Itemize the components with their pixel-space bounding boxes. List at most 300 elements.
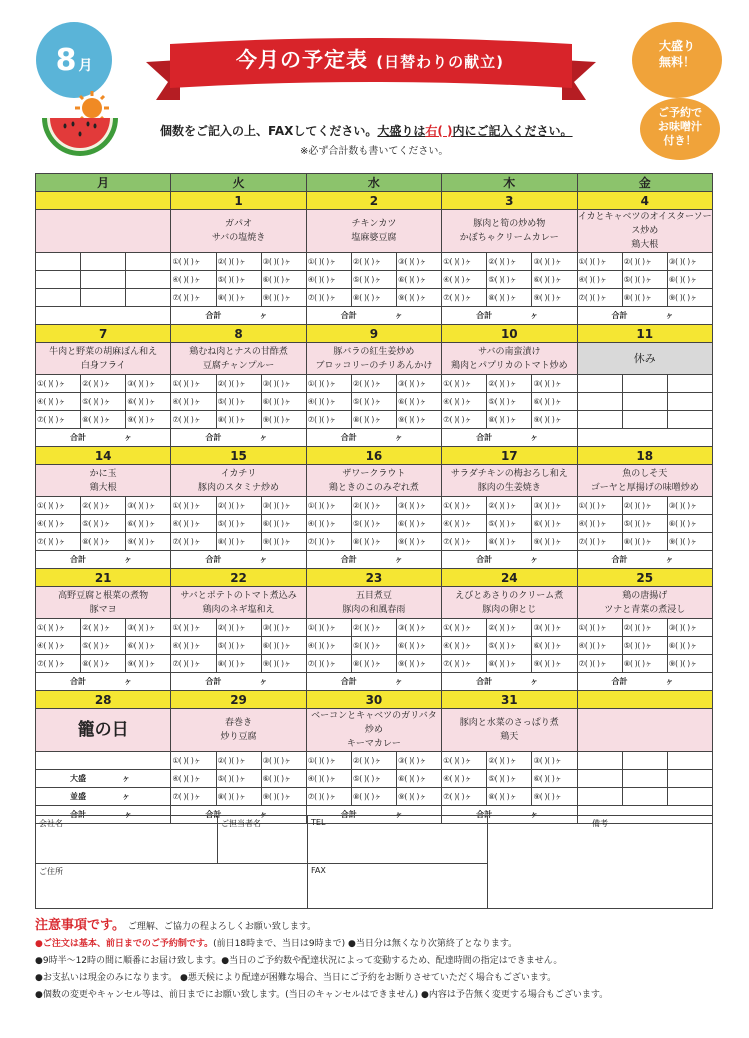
address-label: ご住所 xyxy=(39,867,63,876)
order-entry-field[interactable]: ④( )( )ヶ xyxy=(306,393,351,411)
total-field[interactable]: 合計 ヶ xyxy=(171,806,306,824)
order-entry-field[interactable]: ⑨( )( )ヶ xyxy=(667,289,712,307)
order-entry-field[interactable]: ⑨( )( )ヶ xyxy=(261,533,306,551)
order-entry-field[interactable]: ⑥( )( )ヶ xyxy=(126,393,171,411)
total-field[interactable]: 合計 ヶ xyxy=(36,806,171,824)
order-entry-field[interactable]: ②( )( )ヶ xyxy=(351,375,396,393)
total-field[interactable]: 合計 ヶ xyxy=(306,551,441,569)
order-entry-field[interactable]: ⑥( )( )ヶ xyxy=(397,393,442,411)
order-entry-field[interactable]: ⑨( )( )ヶ xyxy=(667,533,712,551)
order-entry-field[interactable]: ①( )( )ヶ xyxy=(442,253,487,271)
order-entry-field[interactable]: ⑥( )( )ヶ xyxy=(532,515,577,533)
order-entry-field[interactable]: ②( )( )ヶ xyxy=(351,253,396,271)
order-entry-field[interactable]: ⑥( )( )ヶ xyxy=(532,637,577,655)
order-entry-field[interactable]: ②( )( )ヶ xyxy=(487,375,532,393)
date-cell: 1 xyxy=(171,192,306,210)
order-entry-field[interactable]: ④( )( )ヶ xyxy=(442,770,487,788)
order-entry-field[interactable]: ⑥( )( )ヶ xyxy=(667,515,712,533)
order-entry-field[interactable]: ⑥( )( )ヶ xyxy=(667,271,712,289)
total-field[interactable]: 合計 ヶ xyxy=(306,806,441,824)
order-entry-field[interactable]: ⑥( )( )ヶ xyxy=(397,770,442,788)
instructions-note: ※必ず合計数も書いてください。 xyxy=(300,146,449,157)
weekday-header: 金 xyxy=(577,174,713,192)
order-entry-field[interactable]: ⑦( )( )ヶ xyxy=(171,289,216,307)
order-entry-field[interactable]: ③( )( )ヶ xyxy=(397,619,442,637)
order-entry-field[interactable]: ③( )( )ヶ xyxy=(261,253,306,271)
tel-field[interactable] xyxy=(308,816,488,864)
order-entry-field[interactable]: ⑧( )( )ヶ xyxy=(351,289,396,307)
order-entry-field[interactable]: ⑤( )( )ヶ xyxy=(351,393,396,411)
order-entry-field[interactable]: ⑨( )( )ヶ xyxy=(667,655,712,673)
fax-label: FAX xyxy=(311,866,326,875)
order-entry-field[interactable]: ③( )( )ヶ xyxy=(397,375,442,393)
order-entry-field[interactable]: ②( )( )ヶ xyxy=(216,619,261,637)
menu-cell: 籠の日 xyxy=(36,709,171,752)
weekday-header: 水 xyxy=(306,174,441,192)
blank-cell xyxy=(81,271,126,289)
weekday-header: 木 xyxy=(442,174,577,192)
order-entry-field[interactable]: ①( )( )ヶ xyxy=(306,253,351,271)
blank-cell xyxy=(577,429,713,447)
order-entry-field[interactable]: ⑧( )( )ヶ xyxy=(351,411,396,429)
total-field[interactable]: 合計 ヶ xyxy=(442,551,577,569)
order-entry-field[interactable]: ②( )( )ヶ xyxy=(487,497,532,515)
total-field[interactable]: 合計 ヶ xyxy=(577,673,713,691)
blank-cell xyxy=(36,752,171,770)
order-entry-field[interactable]: ⑤( )( )ヶ xyxy=(622,515,667,533)
normal-order-field[interactable]: 並盛 ヶ xyxy=(36,788,171,806)
order-entry-field[interactable]: ⑤( )( )ヶ xyxy=(351,770,396,788)
order-entry-field[interactable]: ④( )( )ヶ xyxy=(171,393,216,411)
notes-l3: ●お支払いは現金のみになります。 ●悪天候により配達が困難な場合、当日にご予約をお断りさせていただく場合もございます。 xyxy=(35,973,557,983)
total-field[interactable]: 合計 ヶ xyxy=(36,551,171,569)
order-entry-field[interactable]: ⑨( )( )ヶ xyxy=(532,788,577,806)
instr-c: 右( ) xyxy=(425,124,453,138)
order-entry-field[interactable]: ④( )( )ヶ xyxy=(442,637,487,655)
order-entry-field[interactable]: ①( )( )ヶ xyxy=(442,375,487,393)
order-entry-field[interactable]: ⑨( )( )ヶ xyxy=(532,655,577,673)
order-entry-field[interactable]: ⑤( )( )ヶ xyxy=(351,637,396,655)
order-entry-field[interactable]: ⑧( )( )ヶ xyxy=(351,788,396,806)
order-entry-field[interactable]: ②( )( )ヶ xyxy=(487,253,532,271)
order-entry-field[interactable]: ②( )( )ヶ xyxy=(487,752,532,770)
menu-cell: 春巻き 炒り豆腐 xyxy=(171,709,306,752)
order-entry-field[interactable]: ④( )( )ヶ xyxy=(171,637,216,655)
order-entry-field[interactable]: ⑨( )( )ヶ xyxy=(532,411,577,429)
order-entry-field[interactable]: ⑤( )( )ヶ xyxy=(216,515,261,533)
blank-cell xyxy=(667,770,712,788)
order-entry-field[interactable]: ④( )( )ヶ xyxy=(36,637,81,655)
order-entry-field[interactable]: ⑤( )( )ヶ xyxy=(622,637,667,655)
order-entry-field[interactable]: ⑥( )( )ヶ xyxy=(397,271,442,289)
order-entry-field[interactable]: ④( )( )ヶ xyxy=(442,271,487,289)
order-entry-field[interactable]: ⑨( )( )ヶ xyxy=(397,289,442,307)
order-entry-field[interactable]: ④( )( )ヶ xyxy=(306,271,351,289)
blank-cell xyxy=(126,253,171,271)
title-sub: (日替わりの献立) xyxy=(376,53,505,71)
badge2-line3: 付き！ xyxy=(663,134,697,147)
order-entry-field[interactable]: ⑦( )( )ヶ xyxy=(577,533,622,551)
order-entry-field[interactable]: ⑧( )( )ヶ xyxy=(487,411,532,429)
menu-cell: 豚バラの紅生姜炒め ブロッコリーのチリあんかけ xyxy=(306,343,441,375)
order-entry-field[interactable]: ④( )( )ヶ xyxy=(36,393,81,411)
notes-l4: ●個数の変更やキャンセル等は、前日までにお願い致します。(当日のキャンセルはできません) ●内容は予告無く変更する場合もございます。 xyxy=(35,990,609,1000)
order-entry-field[interactable]: ④( )( )ヶ xyxy=(442,393,487,411)
order-entry-field[interactable]: ③( )( )ヶ xyxy=(397,253,442,271)
total-field[interactable]: 合計 ヶ xyxy=(442,429,577,447)
blank-cell xyxy=(577,375,622,393)
remarks-field[interactable] xyxy=(488,816,712,908)
order-entry-field[interactable]: ⑤( )( )ヶ xyxy=(81,393,126,411)
blank-cell xyxy=(126,271,171,289)
order-entry-field[interactable]: ⑦( )( )ヶ xyxy=(171,533,216,551)
date-cell: 14 xyxy=(36,447,171,465)
order-entry-field[interactable]: ⑤( )( )ヶ xyxy=(81,515,126,533)
order-entry-field[interactable]: ⑥( )( )ヶ xyxy=(261,770,306,788)
order-entry-field[interactable]: ⑦( )( )ヶ xyxy=(442,289,487,307)
order-entry-field[interactable]: ⑤( )( )ヶ xyxy=(487,637,532,655)
blank-cell xyxy=(81,289,126,307)
order-entry-field[interactable]: ⑦( )( )ヶ xyxy=(442,788,487,806)
menu-cell: 五目煮豆 豚肉の和風春雨 xyxy=(306,587,441,619)
order-entry-field[interactable]: ③( )( )ヶ xyxy=(532,497,577,515)
order-entry-field[interactable]: ⑧( )( )ヶ xyxy=(487,655,532,673)
blank-cell xyxy=(577,770,622,788)
order-entry-field[interactable]: ⑦( )( )ヶ xyxy=(577,289,622,307)
order-entry-field[interactable]: ⑤( )( )ヶ xyxy=(487,393,532,411)
order-entry-field[interactable]: ⑦( )( )ヶ xyxy=(36,533,81,551)
order-entry-field[interactable]: ⑤( )( )ヶ xyxy=(351,515,396,533)
order-entry-field[interactable]: ⑦( )( )ヶ xyxy=(306,655,351,673)
order-entry-field[interactable]: ⑦( )( )ヶ xyxy=(306,788,351,806)
order-entry-field[interactable]: ④( )( )ヶ xyxy=(306,515,351,533)
order-entry-field[interactable]: ④( )( )ヶ xyxy=(171,770,216,788)
person-field[interactable] xyxy=(218,816,308,864)
menu-cell: 豚肉と筍の炒め物 かぼちゃクリームカレー xyxy=(442,210,577,253)
order-entry-field[interactable]: ①( )( )ヶ xyxy=(442,619,487,637)
order-entry-field[interactable]: ⑧( )( )ヶ xyxy=(622,289,667,307)
blank-cell xyxy=(622,752,667,770)
order-entry-field[interactable]: ①( )( )ヶ xyxy=(306,619,351,637)
order-entry-field[interactable]: ③( )( )ヶ xyxy=(397,497,442,515)
order-entry-field[interactable]: ①( )( )ヶ xyxy=(442,752,487,770)
order-entry-field[interactable]: ②( )( )ヶ xyxy=(216,752,261,770)
order-entry-field[interactable]: ⑦( )( )ヶ xyxy=(171,411,216,429)
order-entry-field[interactable]: ②( )( )ヶ xyxy=(216,497,261,515)
order-entry-field[interactable]: ⑧( )( )ヶ xyxy=(216,788,261,806)
order-entry-field[interactable]: ②( )( )ヶ xyxy=(622,497,667,515)
date-cell xyxy=(577,691,713,709)
date-cell: 4 xyxy=(577,192,713,210)
order-entry-field[interactable]: ⑥( )( )ヶ xyxy=(126,637,171,655)
order-entry-field[interactable]: ①( )( )ヶ xyxy=(36,619,81,637)
order-entry-field[interactable]: ③( )( )ヶ xyxy=(261,752,306,770)
order-entry-field[interactable]: ①( )( )ヶ xyxy=(306,375,351,393)
order-entry-field[interactable]: ④( )( )ヶ xyxy=(577,637,622,655)
order-entry-field[interactable]: ④( )( )ヶ xyxy=(36,515,81,533)
order-entry-field[interactable]: ⑧( )( )ヶ xyxy=(81,411,126,429)
order-entry-field[interactable]: ②( )( )ヶ xyxy=(351,752,396,770)
total-field[interactable]: 合計 ヶ xyxy=(442,307,577,325)
menu-cell xyxy=(36,210,171,253)
order-entry-field[interactable]: ①( )( )ヶ xyxy=(306,752,351,770)
order-entry-field[interactable]: ②( )( )ヶ xyxy=(622,619,667,637)
order-entry-field[interactable]: ④( )( )ヶ xyxy=(306,770,351,788)
total-field[interactable]: 合計 ヶ xyxy=(36,429,171,447)
order-entry-field[interactable]: ⑦( )( )ヶ xyxy=(36,411,81,429)
order-entry-field[interactable]: ②( )( )ヶ xyxy=(81,375,126,393)
order-entry-field[interactable]: ⑦( )( )ヶ xyxy=(577,655,622,673)
order-entry-field[interactable]: ①( )( )ヶ xyxy=(577,619,622,637)
order-entry-field[interactable]: ④( )( )ヶ xyxy=(306,637,351,655)
order-entry-field[interactable]: ⑨( )( )ヶ xyxy=(261,289,306,307)
order-entry-field[interactable]: ⑨( )( )ヶ xyxy=(261,411,306,429)
month-badge xyxy=(36,22,112,98)
date-cell: 9 xyxy=(306,325,441,343)
order-entry-field[interactable]: ①( )( )ヶ xyxy=(171,619,216,637)
large-order-field[interactable]: 大盛 ヶ xyxy=(36,770,171,788)
menu-cell: サバの南蛮漬け 鶏肉とパプリカのトマト炒め xyxy=(442,343,577,375)
total-field[interactable]: 合計 ヶ xyxy=(171,673,306,691)
menu-cell: 鶏むね肉とナスの甘酢煮 豆腐チャンプルー xyxy=(171,343,306,375)
order-entry-field[interactable]: ③( )( )ヶ xyxy=(532,752,577,770)
page-title xyxy=(180,44,560,74)
order-entry-field[interactable]: ⑨( )( )ヶ xyxy=(397,411,442,429)
total-field[interactable]: 合計 ヶ xyxy=(442,806,577,824)
menu-cell: サラダチキンの梅おろし和え 豚肉の生姜焼き xyxy=(442,465,577,497)
order-entry-field[interactable]: ⑧( )( )ヶ xyxy=(487,289,532,307)
order-entry-field[interactable]: ①( )( )ヶ xyxy=(36,375,81,393)
order-entry-field[interactable]: ⑧( )( )ヶ xyxy=(351,655,396,673)
order-entry-field[interactable]: ④( )( )ヶ xyxy=(577,271,622,289)
date-cell: 16 xyxy=(306,447,441,465)
order-entry-field[interactable]: ⑤( )( )ヶ xyxy=(216,393,261,411)
total-field[interactable]: 合計 ヶ xyxy=(36,673,171,691)
order-entry-field[interactable]: ①( )( )ヶ xyxy=(171,375,216,393)
order-entry-field[interactable]: ⑨( )( )ヶ xyxy=(126,411,171,429)
order-entry-field[interactable]: ②( )( )ヶ xyxy=(216,253,261,271)
notes-title-after: ご理解、ご協力の程よろしくお願い致します。 xyxy=(127,922,317,932)
order-entry-field[interactable]: ①( )( )ヶ xyxy=(36,497,81,515)
order-entry-field[interactable]: ①( )( )ヶ xyxy=(306,497,351,515)
order-entry-field[interactable]: ②( )( )ヶ xyxy=(81,497,126,515)
order-entry-field[interactable]: ⑥( )( )ヶ xyxy=(532,271,577,289)
order-entry-field[interactable]: ⑥( )( )ヶ xyxy=(126,515,171,533)
order-entry-field[interactable]: ⑤( )( )ヶ xyxy=(216,271,261,289)
blank-cell xyxy=(81,253,126,271)
order-entry-field[interactable]: ③( )( )ヶ xyxy=(261,497,306,515)
order-entry-field[interactable]: ③( )( )ヶ xyxy=(397,752,442,770)
total-field[interactable]: 合計 ヶ xyxy=(171,551,306,569)
menu-cell: ザワークラウト 鶏ときのこのみぞれ煮 xyxy=(306,465,441,497)
date-cell: 2 xyxy=(306,192,441,210)
order-entry-field[interactable]: ⑥( )( )ヶ xyxy=(532,770,577,788)
blank-cell xyxy=(622,788,667,806)
order-entry-field[interactable]: ⑨( )( )ヶ xyxy=(397,533,442,551)
blank-cell xyxy=(36,307,171,325)
address-field[interactable] xyxy=(36,864,308,908)
order-entry-field[interactable]: ①( )( )ヶ xyxy=(442,497,487,515)
blank-cell xyxy=(622,770,667,788)
order-entry-field[interactable]: ⑥( )( )ヶ xyxy=(397,515,442,533)
instr-d: 内にご記入ください。 xyxy=(452,124,573,138)
total-field[interactable]: 合計 ヶ xyxy=(577,307,713,325)
month-unit: 月 xyxy=(78,58,93,74)
customer-form xyxy=(35,815,713,909)
order-entry-field[interactable]: ⑦( )( )ヶ xyxy=(442,411,487,429)
order-entry-field[interactable]: ⑨( )( )ヶ xyxy=(261,788,306,806)
instructions xyxy=(160,122,600,139)
order-entry-field[interactable]: ⑤( )( )ヶ xyxy=(622,271,667,289)
weekday-header: 月 xyxy=(36,174,171,192)
order-entry-field[interactable]: ②( )( )ヶ xyxy=(622,253,667,271)
company-field[interactable] xyxy=(36,816,218,864)
order-entry-field[interactable]: ⑨( )( )ヶ xyxy=(397,655,442,673)
order-entry-field[interactable]: ③( )( )ヶ xyxy=(126,619,171,637)
date-cell: 17 xyxy=(442,447,577,465)
instr-a: 個数をご記入の上、FAXしてください。 xyxy=(160,124,378,138)
order-entry-field[interactable]: ⑥( )( )ヶ xyxy=(261,393,306,411)
order-entry-field[interactable]: ③( )( )ヶ xyxy=(667,497,712,515)
order-entry-field[interactable]: ⑦( )( )ヶ xyxy=(442,655,487,673)
order-entry-field[interactable]: ⑧( )( )ヶ xyxy=(81,655,126,673)
menu-cell: イカとキャベツのオイスターソース炒め 鶏大根 xyxy=(577,210,713,253)
order-entry-field[interactable]: ④( )( )ヶ xyxy=(171,271,216,289)
total-field[interactable]: 合計 ヶ xyxy=(171,429,306,447)
fax-field[interactable] xyxy=(308,864,488,908)
date-cell: 28 xyxy=(36,691,171,709)
notes-section xyxy=(35,917,715,1004)
order-entry-field[interactable]: ⑧( )( )ヶ xyxy=(81,533,126,551)
order-entry-field[interactable]: ⑧( )( )ヶ xyxy=(216,533,261,551)
order-entry-field[interactable]: ⑨( )( )ヶ xyxy=(532,289,577,307)
order-entry-field[interactable]: ⑤( )( )ヶ xyxy=(351,271,396,289)
watermelon-icon xyxy=(40,112,120,160)
total-field[interactable]: 合計 ヶ xyxy=(442,673,577,691)
date-cell: 23 xyxy=(306,569,441,587)
order-entry-field[interactable]: ①( )( )ヶ xyxy=(577,497,622,515)
order-entry-field[interactable]: ⑤( )( )ヶ xyxy=(487,271,532,289)
order-entry-field[interactable]: ⑨( )( )ヶ xyxy=(261,655,306,673)
order-entry-field[interactable]: ⑤( )( )ヶ xyxy=(81,637,126,655)
total-field[interactable]: 合計 ヶ xyxy=(306,429,441,447)
order-entry-field[interactable]: ③( )( )ヶ xyxy=(126,497,171,515)
order-entry-field[interactable]: ①( )( )ヶ xyxy=(171,253,216,271)
order-entry-field[interactable]: ⑤( )( )ヶ xyxy=(216,770,261,788)
date-cell: 30 xyxy=(306,691,441,709)
notes-l1-red: ●ご注文は基本、前日までのご予約制です。 xyxy=(35,939,214,949)
order-entry-field[interactable]: ③( )( )ヶ xyxy=(126,375,171,393)
order-entry-field[interactable]: ⑦( )( )ヶ xyxy=(306,533,351,551)
order-entry-field[interactable]: ⑥( )( )ヶ xyxy=(667,637,712,655)
date-cell: 21 xyxy=(36,569,171,587)
total-field[interactable]: 合計 ヶ xyxy=(171,307,306,325)
order-entry-field[interactable]: ③( )( )ヶ xyxy=(261,619,306,637)
order-entry-field[interactable]: ②( )( )ヶ xyxy=(81,619,126,637)
order-entry-field[interactable]: ⑨( )( )ヶ xyxy=(126,533,171,551)
menu-cell: チキンカツ 塩麻婆豆腐 xyxy=(306,210,441,253)
remarks-label: 備考 xyxy=(592,819,608,828)
date-cell: 24 xyxy=(442,569,577,587)
order-entry-field[interactable]: ①( )( )ヶ xyxy=(577,253,622,271)
order-entry-field[interactable]: ④( )( )ヶ xyxy=(577,515,622,533)
blank-cell xyxy=(577,393,622,411)
order-entry-field[interactable]: ⑨( )( )ヶ xyxy=(397,788,442,806)
order-entry-field[interactable]: ⑧( )( )ヶ xyxy=(622,533,667,551)
total-field[interactable]: 合計 ヶ xyxy=(306,673,441,691)
order-entry-field[interactable]: ⑦( )( )ヶ xyxy=(171,655,216,673)
order-entry-field[interactable]: ⑤( )( )ヶ xyxy=(216,637,261,655)
order-entry-field[interactable]: ②( )( )ヶ xyxy=(487,619,532,637)
total-field[interactable]: 合計 ヶ xyxy=(577,551,713,569)
menu-cell: イカチリ 豚肉のスタミナ炒め xyxy=(171,465,306,497)
menu-cell: 牛肉と野菜の胡麻ぽん和え 白身フライ xyxy=(36,343,171,375)
order-entry-field[interactable]: ④( )( )ヶ xyxy=(171,515,216,533)
order-entry-field[interactable]: ⑧( )( )ヶ xyxy=(487,788,532,806)
total-field[interactable]: 合計 ヶ xyxy=(306,307,441,325)
order-entry-field[interactable]: ④( )( )ヶ xyxy=(442,515,487,533)
order-calendar xyxy=(35,173,713,824)
order-entry-field[interactable]: ①( )( )ヶ xyxy=(171,497,216,515)
badge2-line2: お味噌汁 xyxy=(658,120,702,133)
month-number: 8 xyxy=(55,42,77,78)
order-entry-field[interactable]: ⑨( )( )ヶ xyxy=(532,533,577,551)
weekday-header: 火 xyxy=(171,174,306,192)
order-entry-field[interactable]: ③( )( )ヶ xyxy=(532,619,577,637)
order-entry-field[interactable]: ②( )( )ヶ xyxy=(351,619,396,637)
menu-cell: 鶏の唐揚げ ツナと青菜の煮浸し xyxy=(577,587,713,619)
order-entry-field[interactable]: ⑥( )( )ヶ xyxy=(261,637,306,655)
order-entry-field[interactable]: ⑤( )( )ヶ xyxy=(487,770,532,788)
order-entry-field[interactable]: ⑧( )( )ヶ xyxy=(216,655,261,673)
blank-cell xyxy=(667,393,712,411)
menu-cell: かに玉 鶏大根 xyxy=(36,465,171,497)
order-entry-field[interactable]: ⑤( )( )ヶ xyxy=(487,515,532,533)
order-entry-field[interactable]: ⑦( )( )ヶ xyxy=(36,655,81,673)
order-entry-field[interactable]: ②( )( )ヶ xyxy=(216,375,261,393)
order-entry-field[interactable]: ⑧( )( )ヶ xyxy=(622,655,667,673)
order-entry-field[interactable]: ⑧( )( )ヶ xyxy=(216,289,261,307)
order-entry-field[interactable]: ⑧( )( )ヶ xyxy=(351,533,396,551)
order-entry-field[interactable]: ⑥( )( )ヶ xyxy=(397,637,442,655)
menu-cell: 休み xyxy=(577,343,713,375)
order-entry-field[interactable]: ⑦( )( )ヶ xyxy=(306,411,351,429)
order-entry-field[interactable]: ⑥( )( )ヶ xyxy=(261,271,306,289)
order-entry-field[interactable]: ②( )( )ヶ xyxy=(351,497,396,515)
blank-cell xyxy=(126,289,171,307)
order-entry-field[interactable]: ⑦( )( )ヶ xyxy=(171,788,216,806)
order-entry-field[interactable]: ③( )( )ヶ xyxy=(261,375,306,393)
date-cell: 8 xyxy=(171,325,306,343)
order-entry-field[interactable]: ③( )( )ヶ xyxy=(532,375,577,393)
menu-cell: ベーコンとキャベツのガリバタ炒め キーマカレー xyxy=(306,709,441,752)
order-entry-field[interactable]: ③( )( )ヶ xyxy=(532,253,577,271)
notes-title: 注意事項です。 xyxy=(35,918,125,933)
date-cell xyxy=(36,192,171,210)
order-entry-field[interactable]: ③( )( )ヶ xyxy=(667,253,712,271)
order-entry-field[interactable]: ⑥( )( )ヶ xyxy=(261,515,306,533)
order-entry-field[interactable]: ⑥( )( )ヶ xyxy=(532,393,577,411)
order-entry-field[interactable]: ⑦( )( )ヶ xyxy=(306,289,351,307)
tel-label: TEL xyxy=(311,818,326,827)
order-entry-field[interactable]: ⑧( )( )ヶ xyxy=(487,533,532,551)
date-cell: 25 xyxy=(577,569,713,587)
order-entry-field[interactable]: ⑦( )( )ヶ xyxy=(442,533,487,551)
order-entry-field[interactable]: ⑨( )( )ヶ xyxy=(126,655,171,673)
order-entry-field[interactable]: ①( )( )ヶ xyxy=(171,752,216,770)
order-entry-field[interactable]: ⑧( )( )ヶ xyxy=(216,411,261,429)
order-entry-field[interactable]: ③( )( )ヶ xyxy=(667,619,712,637)
